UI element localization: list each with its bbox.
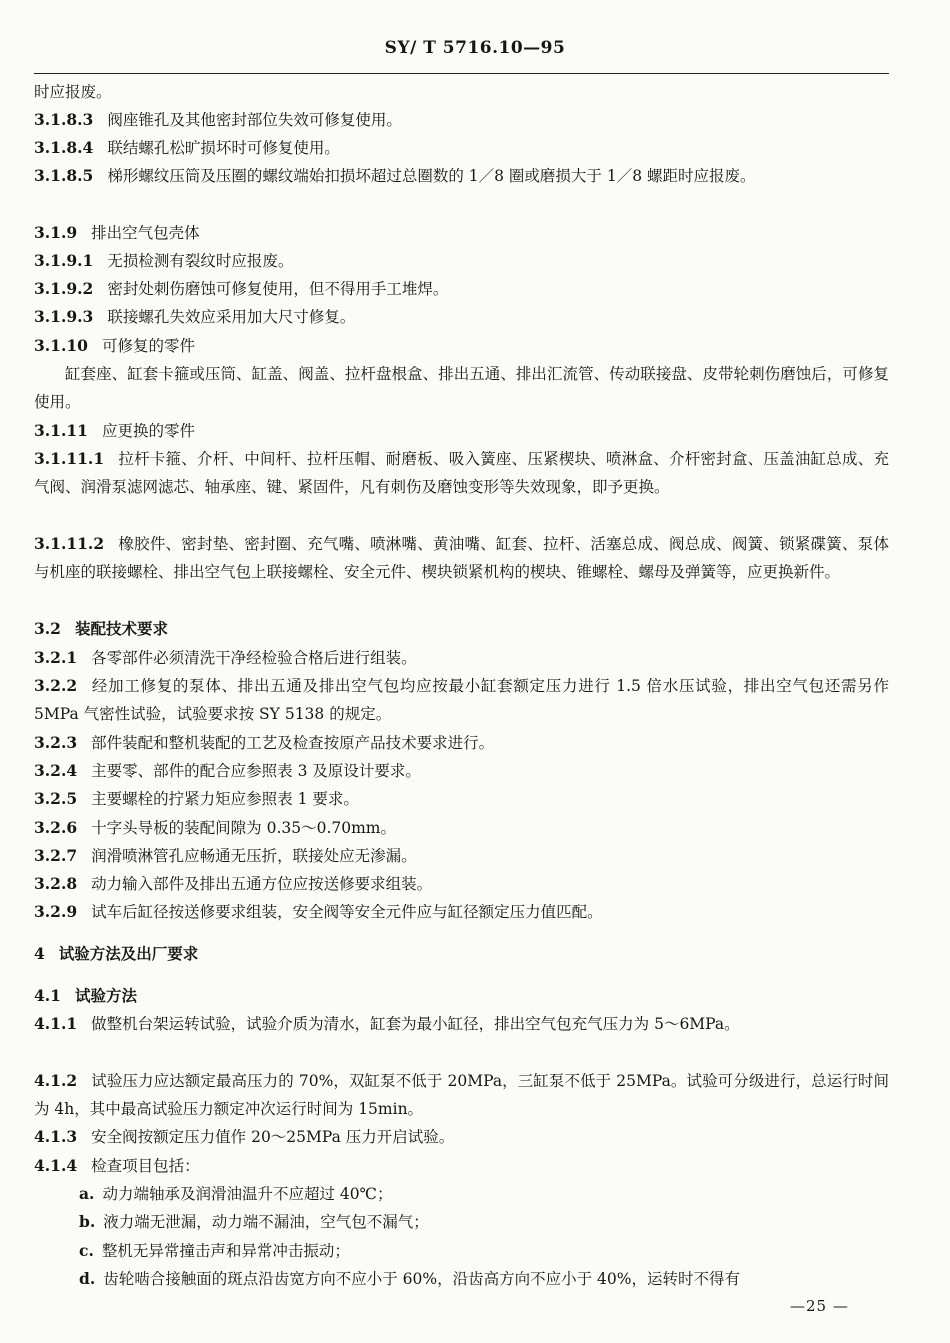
clause-3-1-11: 3.1.11 应更换的零件 [34,421,195,440]
clause-number: 3.1.8.3 [34,110,94,129]
clause-number: 3.1.9 [34,223,78,242]
clause-number: 3.1.9.2 [34,279,94,298]
list-item-c: c. 整机无异常撞击声和异常冲击振动； [79,1241,350,1260]
paragraph-repairable-parts: 缸套座、缸套卡箍或压筒、缸盖、阀盖、拉杆盘根盒、排出五通、排出汇流管、传动联接盘、皮带轮刺伤磨蚀后，可修复使用。 [34,365,889,411]
list-item-d: d. 齿轮啮合接触面的斑点沿齿宽方向不应小于 60%，沿齿高方向不应小于 40%，运转时不得有 [79,1269,740,1288]
clause-number: 3.1.8.4 [34,138,94,157]
clause-number: 4.1.2 [34,1071,78,1090]
clause-number: 3.1.11 [34,421,88,440]
clause-3-1-8-4: 3.1.8.4 联结螺孔松旷损坏时可修复使用。 [34,138,340,157]
clause-number: 3.1.8.5 [34,166,94,185]
section-3-2-heading: 3.2 装配技术要求 [34,619,168,638]
clause-number: 3.2.5 [34,789,78,808]
list-item-b: b. 液力端无泄漏，动力端不漏油，空气包不漏气； [79,1212,429,1231]
clause-3-2-3: 3.2.3 部件装配和整机装配的工艺及检查按原产品技术要求进行。 [34,733,495,752]
clause-number: 3.2.4 [34,761,78,780]
clause-number: 4.1 [34,986,61,1005]
clause-4-1-2: 4.1.2 试验压力应达额定最高压力的 70%，双缸泵不低于 20MPa，三缸泵不低于 25MPa。试验可分级进行，总运行时间为 4h，其中最高试验压力额定冲次运行时间为 15min。 [34,1071,889,1118]
clause-3-2-7: 3.2.7 润滑喷淋管孔应畅通无压折，联接处应无渗漏。 [34,846,417,865]
clause-number: 3.2 [34,619,61,638]
clause-3-1-8-3: 3.1.8.3 阀座锥孔及其他密封部位失效可修复使用。 [34,110,402,129]
clause-3-1-8-5: 3.1.8.5 梯形螺纹压筒及压圈的螺纹端始扣损坏超过总圈数的 1／8 圈或磨损大于 1／8 螺距时应报废。 [34,166,756,185]
clause-number: 3.2.7 [34,846,78,865]
clause-3-1-9-2: 3.1.9.2 密封处刺伤磨蚀可修复使用，但不得用手工堆焊。 [34,279,449,298]
standard-code-header: SY/ T 5716.10—95 [384,38,566,58]
clause-4-1-1: 4.1.1 做整机台架运转试验，试验介质为清水，缸套为最小缸径，排出空气包充气压力为 5～6MPa。 [34,1014,740,1033]
clause-number: 3.2.9 [34,902,78,921]
clause-3-1-11-1: 3.1.11.1 拉杆卡箍、介杆、中间杆、拉杆压帽、耐磨板、吸入簧座、压紧楔块、喷淋盒、介杆密封盒、压盖油缸总成、充气阀、润滑泵滤网滤芯、轴承座、键、紧固件，凡有刺伤及磨蚀变形等失效现象，即予更换。 [34,449,889,496]
text-line: 时应报废。 [34,83,112,101]
clause-3-1-9-3: 3.1.9.3 联接螺孔失效应采用加大尺寸修复。 [34,307,356,326]
clause-number: 4.1.3 [34,1127,78,1146]
header-rule [34,73,889,74]
clause-number: 3.2.3 [34,733,78,752]
list-marker: b. [79,1212,96,1231]
section-4-heading: 4 试验方法及出厂要求 [34,944,199,963]
clause-number: 3.1.11.1 [34,449,105,468]
clause-number: 3.2.6 [34,818,78,837]
list-marker: d. [79,1269,96,1288]
clause-4-1-3: 4.1.3 安全阀按额定压力值作 20～25MPa 压力开启试验。 [34,1127,455,1146]
clause-number: 3.1.9.1 [34,251,94,270]
clause-3-1-9-1: 3.1.9.1 无损检测有裂纹时应报废。 [34,251,294,270]
section-4-1-heading: 4.1 试验方法 [34,986,137,1005]
clause-number: 4.1.4 [34,1156,78,1175]
clause-3-2-6: 3.2.6 十字头导板的装配间隙为 0.35～0.70mm。 [34,818,397,837]
clause-number: 3.1.11.2 [34,534,105,553]
clause-3-1-9: 3.1.9 排出空气包壳体 [34,223,200,242]
list-marker: a. [79,1184,95,1203]
clause-number: 4 [34,944,45,963]
clause-number: 3.2.1 [34,648,78,667]
clause-3-2-2: 3.2.2 经加工修复的泵体、排出五通及排出空气包均应按最小缸套额定压力进行 1.5 倍水压试验，排出空气包还需另作 5MPa 气密性试验，试验要求按 SY 5138 的规定。 [34,676,889,723]
clause-number: 4.1.1 [34,1014,78,1033]
list-marker: c. [79,1241,94,1260]
clause-3-2-8: 3.2.8 动力输入部件及排出五通方位应按送修要求组装。 [34,874,433,893]
list-item-a: a. 动力端轴承及润滑油温升不应超过 40℃； [79,1184,393,1203]
page-number: —25 — [790,1297,849,1315]
clause-3-2-9: 3.2.9 试车后缸径按送修要求组装，安全阀等安全元件应与缸径额定压力值匹配。 [34,902,603,921]
clause-4-1-4: 4.1.4 检查项目包括： [34,1156,200,1175]
clause-3-1-11-2: 3.1.11.2 橡胶件、密封垫、密封圈、充气嘴、喷淋嘴、黄油嘴、缸套、拉杆、活塞总成、阀总成、阀簧、锁紧碟簧、泵体与机座的联接螺栓、排出空气包上联接螺栓、安全元件、楔块锁紧机构的楔块、锥螺栓、螺母及弹簧等，应更换新件。 [34,534,889,581]
clause-3-2-1: 3.2.1 各零部件必须清洗干净经检验合格后进行组装。 [34,648,417,667]
clause-number: 3.2.2 [34,676,78,695]
clause-3-2-4: 3.2.4 主要零、部件的配合应参照表 3 及原设计要求。 [34,761,421,780]
clause-number: 3.2.8 [34,874,78,893]
clause-3-2-5: 3.2.5 主要螺栓的拧紧力矩应参照表 1 要求。 [34,789,359,808]
clause-3-1-10: 3.1.10 可修复的零件 [34,336,195,355]
clause-number: 3.1.9.3 [34,307,94,326]
clause-number: 3.1.10 [34,336,88,355]
